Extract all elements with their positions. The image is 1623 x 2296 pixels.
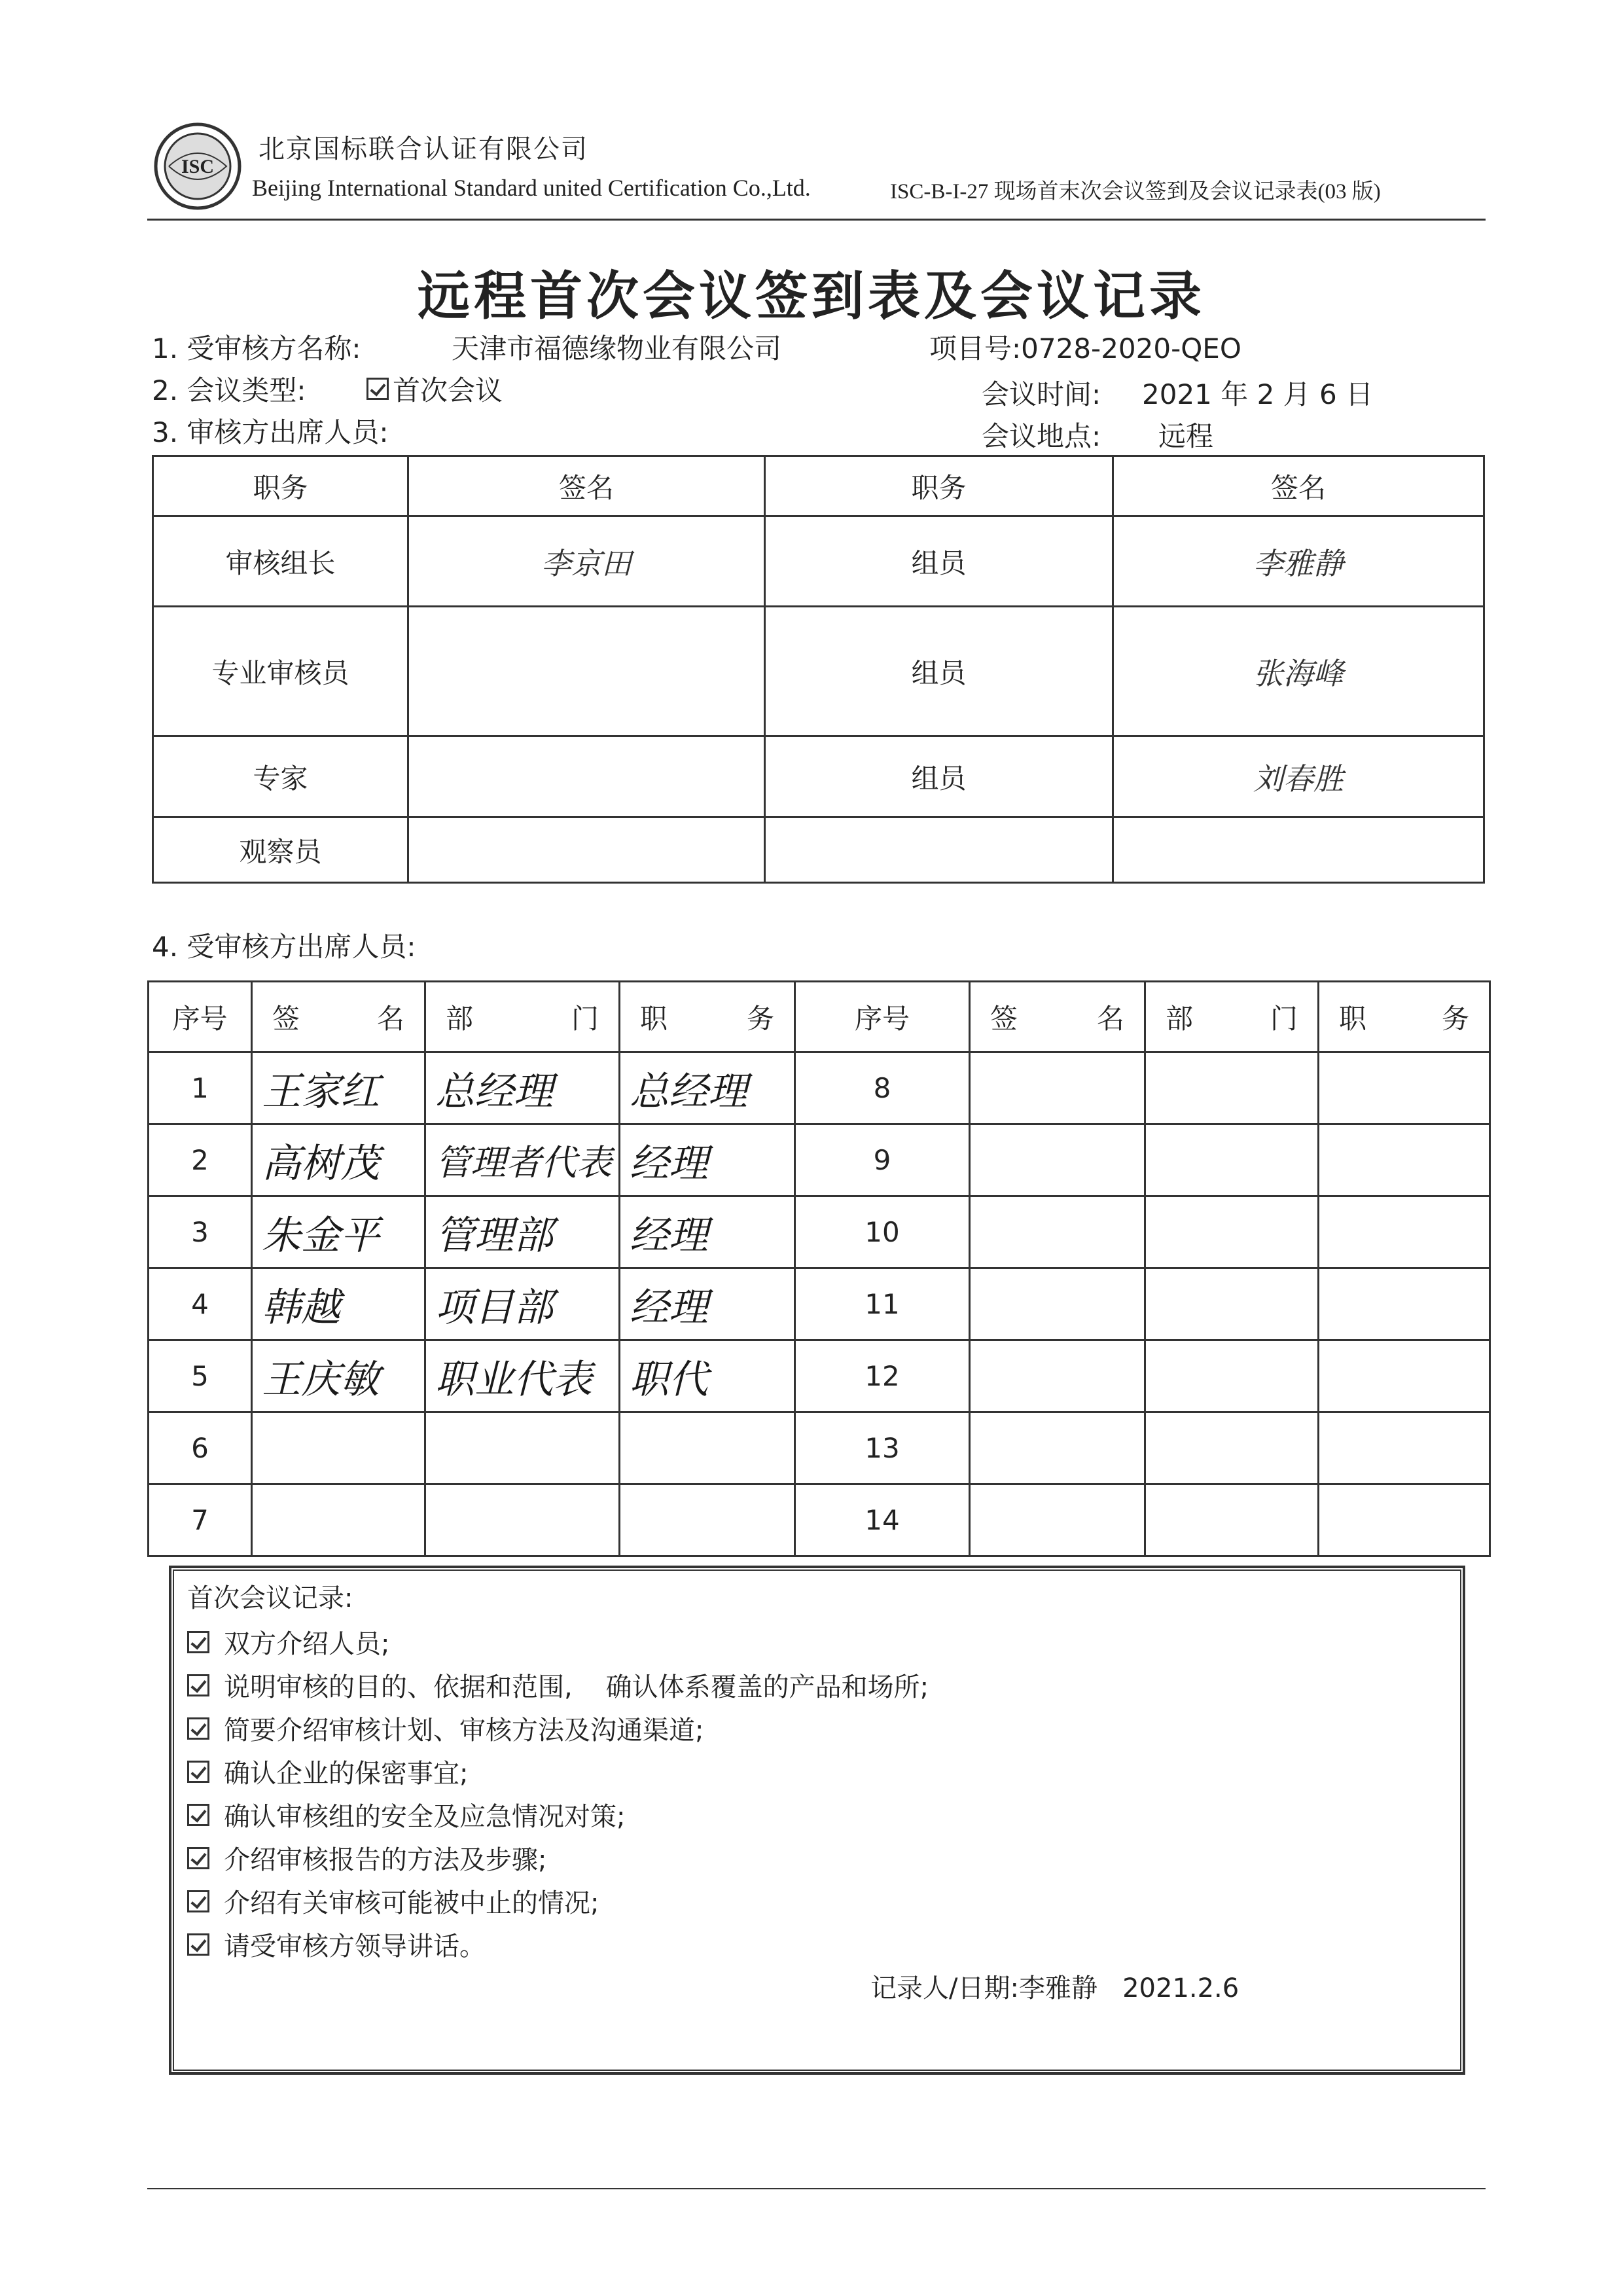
meeting-place-value: 远程: [1158, 420, 1214, 452]
audit-team-label: 3. 审核方出席人员:: [152, 416, 389, 448]
record-item: [187, 1623, 389, 1660]
header-text: 名: [1096, 1002, 1124, 1035]
header-cell: [1145, 982, 1319, 1052]
dept-cell: [425, 1412, 620, 1484]
seq-cell: 10: [795, 1196, 970, 1268]
checkbox-icon: [187, 1847, 209, 1869]
header-cell: 职务: [153, 456, 408, 516]
company-name-en: Beijing International Standard united Certification Co.,Ltd.: [252, 175, 811, 201]
record-item-text: 介绍审核报告的方法及步骤;: [224, 1845, 547, 1875]
seq-cell: 7: [149, 1484, 252, 1556]
table-row: [149, 1340, 1490, 1412]
table-header-row: [153, 456, 1484, 516]
checkbox-icon: [187, 1674, 209, 1696]
table-row: [149, 1412, 1490, 1484]
role-cell: 观察员: [153, 817, 408, 883]
position-cell: 经理: [620, 1196, 795, 1268]
checkbox-icon: [187, 1631, 209, 1653]
role-cell: 组员: [765, 736, 1113, 817]
header-cell: [1319, 982, 1490, 1052]
name-cell: [970, 1124, 1145, 1196]
dept-cell: 项目部: [425, 1268, 620, 1340]
dept-cell: [425, 1484, 620, 1556]
meeting-type-option: [366, 369, 503, 408]
header-text: 职: [640, 1002, 668, 1035]
header-text: 门: [571, 1002, 599, 1035]
position-cell: [1319, 1052, 1490, 1124]
role-cell: 审核组长: [153, 516, 408, 607]
record-item: [187, 1926, 486, 1963]
record-item: [187, 1882, 599, 1920]
record-item: [187, 1666, 929, 1704]
position-cell: [620, 1484, 795, 1556]
table-row: [149, 1052, 1490, 1124]
table-row: [149, 1124, 1490, 1196]
seq-cell: 6: [149, 1412, 252, 1484]
position-cell: [620, 1412, 795, 1484]
seq-cell: 13: [795, 1412, 970, 1484]
recorder-signature: 记录人/日期:李雅静 2021.2.6: [870, 1973, 1240, 2003]
header-text: 名: [376, 1002, 404, 1035]
signature-cell: 刘春胜: [1113, 736, 1484, 817]
header-cell: 序号: [795, 982, 970, 1052]
header-text: 签: [990, 1002, 1018, 1035]
header-text: 务: [1441, 1002, 1469, 1035]
header-cell: [620, 982, 795, 1052]
position-cell: [1319, 1412, 1490, 1484]
record-item-text: 确认企业的保密事宜;: [224, 1759, 469, 1789]
name-cell: [970, 1052, 1145, 1124]
project-number: 项目号:0728-2020-QEO: [929, 332, 1241, 365]
header-cell: 职务: [765, 456, 1113, 516]
header-cell: 序号: [149, 982, 252, 1052]
name-cell: [970, 1340, 1145, 1412]
seq-cell: 12: [795, 1340, 970, 1412]
position-cell: [1319, 1196, 1490, 1268]
name-cell: [970, 1268, 1145, 1340]
role-cell: 专家: [153, 736, 408, 817]
meeting-type-label: 2. 会议类型:: [152, 374, 306, 406]
position-cell: [1319, 1484, 1490, 1556]
signature-cell: [408, 607, 765, 736]
company-name-cn: 北京国标联合认证有限公司: [259, 134, 588, 164]
name-cell: 朱金平: [252, 1196, 425, 1268]
seq-cell: 4: [149, 1268, 252, 1340]
record-item: [187, 1710, 704, 1747]
auditee-value: 天津市福德缘物业有限公司: [452, 332, 782, 365]
role-cell: 组员: [765, 607, 1113, 736]
header-cell: [252, 982, 425, 1052]
meeting-time-value: 2021 年 2 月 6 日: [1142, 378, 1374, 410]
table-row: [153, 736, 1484, 817]
seq-cell: 8: [795, 1052, 970, 1124]
seq-cell: 11: [795, 1268, 970, 1340]
name-cell: [970, 1196, 1145, 1268]
position-cell: [1319, 1268, 1490, 1340]
table-row: [153, 607, 1484, 736]
header-text: 签: [272, 1002, 300, 1035]
name-cell: [970, 1412, 1145, 1484]
auditee-attendees-table: [147, 980, 1491, 1557]
auditee-attendees-label: 4. 受审核方出席人员:: [152, 931, 416, 963]
footer-divider: [147, 2188, 1486, 2189]
checkbox-icon: [187, 1890, 209, 1912]
record-item-text: 请受审核方领导讲话。: [224, 1931, 486, 1962]
company-logo: [152, 120, 243, 212]
position-cell: [1319, 1340, 1490, 1412]
signature-cell: 李京田: [408, 516, 765, 607]
checkbox-icon: [187, 1761, 209, 1783]
table-row: [153, 516, 1484, 607]
position-cell: 经理: [620, 1268, 795, 1340]
header-text: 部: [446, 1002, 474, 1035]
record-item-text: 确认审核组的安全及应急情况对策;: [224, 1802, 626, 1832]
name-cell: [970, 1484, 1145, 1556]
dept-cell: [1145, 1124, 1319, 1196]
checkbox-icon: [366, 378, 389, 400]
dept-cell: [1145, 1340, 1319, 1412]
role-cell: 专业审核员: [153, 607, 408, 736]
signature-cell: 李雅静: [1113, 516, 1484, 607]
seq-cell: 1: [149, 1052, 252, 1124]
record-item-text: 说明审核的目的、依据和范围, 确认体系覆盖的产品和场所;: [224, 1672, 929, 1702]
meeting-place-label: 会议地点:: [982, 420, 1101, 452]
position-cell: [1319, 1124, 1490, 1196]
table-row: [153, 817, 1484, 883]
table-row: [149, 1196, 1490, 1268]
dept-cell: 管理者代表: [425, 1124, 620, 1196]
meeting-record-title: 首次会议记录:: [187, 1583, 353, 1613]
seq-cell: 2: [149, 1124, 252, 1196]
record-item: [187, 1753, 468, 1790]
position-cell: 总经理: [620, 1052, 795, 1124]
header-cell: 签名: [1113, 456, 1484, 516]
header-cell: 签名: [408, 456, 765, 516]
dept-cell: [1145, 1268, 1319, 1340]
name-cell: [252, 1484, 425, 1556]
role-cell: 组员: [765, 516, 1113, 607]
name-cell: 高树茂: [252, 1124, 425, 1196]
dept-cell: [1145, 1052, 1319, 1124]
table-row: [149, 1484, 1490, 1556]
dept-cell: 管理部: [425, 1196, 620, 1268]
record-item: [187, 1839, 546, 1876]
header-text: 职: [1339, 1002, 1367, 1035]
header-cell: [970, 982, 1145, 1052]
table-header-row: [149, 982, 1490, 1052]
dept-cell: 职业代表: [425, 1340, 620, 1412]
audit-team-table: [152, 455, 1485, 884]
checkbox-icon: [187, 1804, 209, 1826]
header-text: 门: [1270, 1002, 1298, 1035]
position-cell: 职代: [620, 1340, 795, 1412]
signature-cell: [408, 817, 765, 883]
name-cell: [252, 1412, 425, 1484]
seq-cell: 14: [795, 1484, 970, 1556]
meeting-type-value: 首次会议: [393, 374, 503, 406]
checkbox-icon: [187, 1933, 209, 1956]
header-cell: [425, 982, 620, 1052]
role-cell: [765, 817, 1113, 883]
position-cell: 经理: [620, 1124, 795, 1196]
dept-cell: [1145, 1484, 1319, 1556]
dept-cell: 总经理: [425, 1052, 620, 1124]
dept-cell: [1145, 1412, 1319, 1484]
seq-cell: 9: [795, 1124, 970, 1196]
seq-cell: 3: [149, 1196, 252, 1268]
svg-text:ISC: ISC: [181, 156, 215, 177]
name-cell: 王家红: [252, 1052, 425, 1124]
header-divider: [147, 219, 1486, 221]
name-cell: 王庆敏: [252, 1340, 425, 1412]
meeting-time-label: 会议时间:: [982, 378, 1101, 410]
auditee-label: 1. 受审核方名称:: [152, 332, 361, 365]
document-title: 远程首次会议签到表及会议记录: [418, 266, 1205, 327]
record-item-text: 双方介绍人员;: [224, 1629, 390, 1659]
record-item: [187, 1796, 625, 1833]
signature-cell: 张海峰: [1113, 607, 1484, 736]
header-text: 部: [1166, 1002, 1194, 1035]
record-item-text: 简要介绍审核计划、审核方法及沟通渠道;: [224, 1715, 704, 1746]
form-code: ISC-B-I-27 现场首末次会议签到及会议记录表(03 版): [890, 180, 1381, 204]
signature-cell: [1113, 817, 1484, 883]
dept-cell: [1145, 1196, 1319, 1268]
table-row: [149, 1268, 1490, 1340]
record-item-text: 介绍有关审核可能被中止的情况;: [224, 1888, 599, 1918]
signature-cell: [408, 736, 765, 817]
header-text: 务: [746, 1002, 774, 1035]
name-cell: 韩越: [252, 1268, 425, 1340]
checkbox-icon: [187, 1717, 209, 1740]
seq-cell: 5: [149, 1340, 252, 1412]
